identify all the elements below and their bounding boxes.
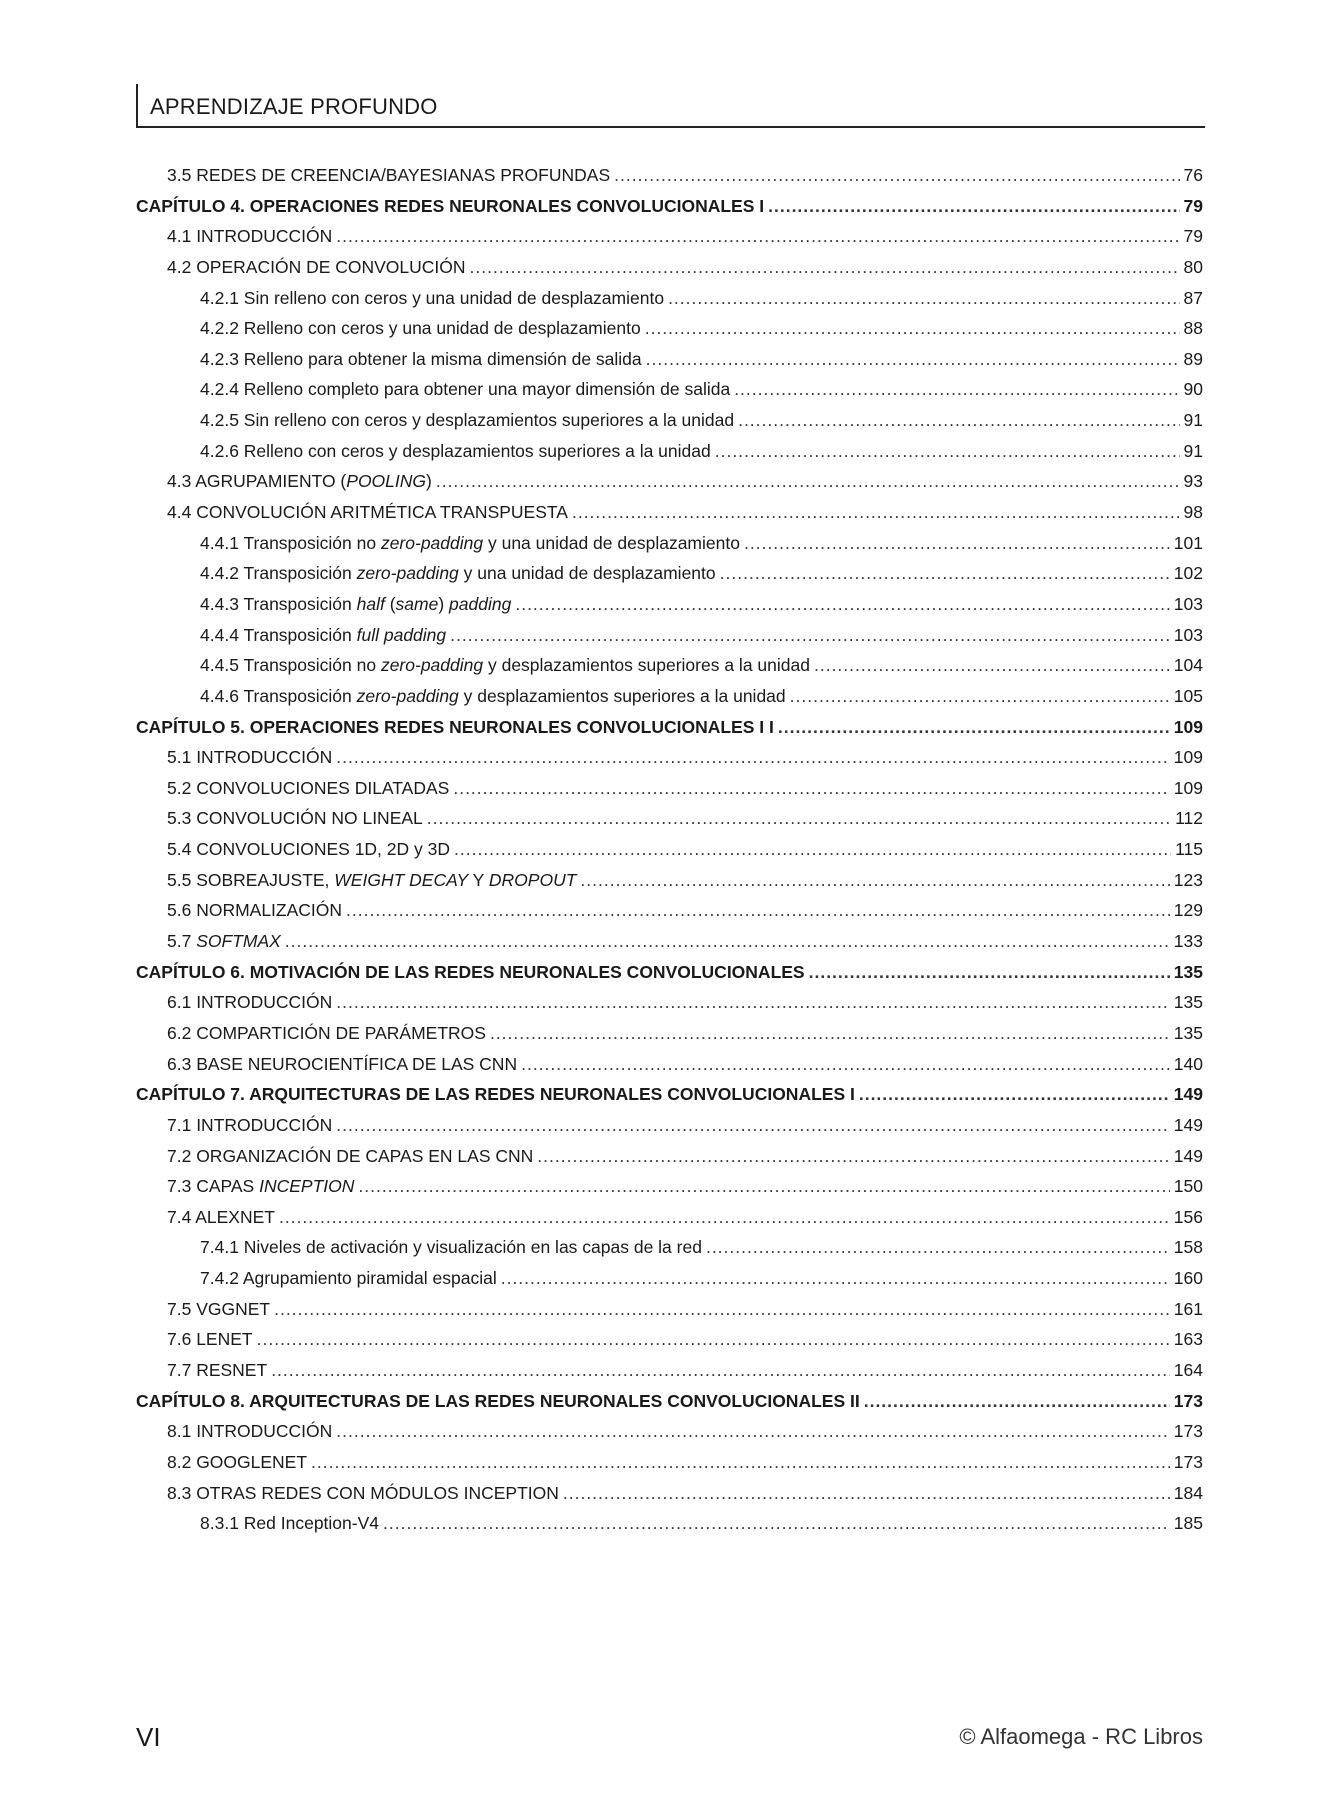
toc-entry-label: 8.1 INTRODUCCIÓN bbox=[167, 1421, 333, 1442]
toc-entry-label: CAPÍTULO 8. ARQUITECTURAS DE LAS REDES NEURONALES CONVOLUCIONALES II bbox=[136, 1390, 860, 1411]
toc-entry-page: 149 bbox=[1173, 1145, 1203, 1166]
toc-entry-label: 5.5 SOBREAJUSTE, WEIGHT DECAY Y DROPOUT bbox=[167, 869, 577, 890]
toc-section-entry bbox=[136, 778, 1203, 809]
toc-entry-page: 133 bbox=[1173, 931, 1203, 952]
toc-entry-page: 135 bbox=[1173, 961, 1203, 982]
toc-section-entry bbox=[136, 1054, 1203, 1085]
dot-leader bbox=[744, 533, 1170, 554]
toc-entry-label: 4.4.1 Transposición no zero-padding y una unidad de desplazamiento bbox=[200, 532, 740, 553]
toc-section-entry bbox=[136, 870, 1203, 901]
toc-entry-page: 102 bbox=[1173, 563, 1203, 584]
toc-entry-label: CAPÍTULO 4. OPERACIONES REDES NEURONALES CONVOLUCIONALES I bbox=[136, 195, 765, 216]
toc-section-entry bbox=[136, 502, 1203, 533]
publisher-credit: © Alfaomega - RC Libros bbox=[959, 1724, 1203, 1749]
toc-chapter-entry bbox=[136, 196, 1203, 227]
dot-leader bbox=[436, 471, 1180, 492]
toc-section-entry bbox=[136, 563, 1203, 594]
toc-entry-page: 98 bbox=[1183, 502, 1203, 523]
toc-section-entry bbox=[136, 165, 1203, 196]
toc-section-entry bbox=[136, 226, 1203, 257]
toc-entry-page: 89 bbox=[1183, 348, 1203, 369]
toc-section-entry bbox=[136, 808, 1203, 839]
toc-entry-label: 3.5 REDES DE CREENCIA/BAYESIANAS PROFUNDAS bbox=[167, 165, 611, 185]
toc-entry-label: 4.4.6 Transposición zero-padding y desplazamientos superiores a la unidad bbox=[200, 685, 786, 706]
toc-entry-page: 104 bbox=[1173, 655, 1203, 676]
toc-section-entry bbox=[136, 1146, 1203, 1177]
dot-leader bbox=[336, 1421, 1170, 1442]
toc-entry-page: 103 bbox=[1173, 593, 1203, 614]
dot-leader bbox=[668, 288, 1179, 309]
dot-leader bbox=[427, 808, 1171, 829]
toc-entry-label: 4.2.3 Relleno para obtener la misma dimensión de salida bbox=[200, 348, 642, 369]
dot-leader bbox=[706, 1237, 1170, 1258]
toc-entry-label: 4.4 CONVOLUCIÓN ARITMÉTICA TRANSPUESTA bbox=[167, 502, 568, 523]
dot-leader bbox=[470, 257, 1180, 278]
toc-chapter-entry bbox=[136, 717, 1203, 748]
toc-entry-label: 7.1 INTRODUCCIÓN bbox=[167, 1114, 333, 1135]
dot-leader bbox=[346, 900, 1170, 921]
dot-leader bbox=[859, 1084, 1170, 1105]
toc-entry-page: 129 bbox=[1173, 900, 1203, 921]
toc-section-entry bbox=[136, 1299, 1203, 1330]
dot-leader bbox=[490, 1023, 1170, 1044]
dot-leader bbox=[336, 1115, 1170, 1136]
dot-leader bbox=[521, 1054, 1170, 1075]
toc-entry-label: 8.3 OTRAS REDES CON MÓDULOS INCEPTION bbox=[167, 1482, 559, 1503]
toc-entry-page: 109 bbox=[1173, 777, 1203, 798]
toc-section-entry bbox=[136, 379, 1203, 410]
toc-entry-label: 5.6 NORMALIZACIÓN bbox=[167, 900, 343, 921]
dot-leader bbox=[645, 318, 1180, 339]
dot-leader bbox=[336, 992, 1170, 1013]
toc-entry-page: 123 bbox=[1173, 869, 1203, 890]
toc-entry-page: 163 bbox=[1173, 1329, 1203, 1350]
toc-entry-page: 164 bbox=[1173, 1359, 1203, 1380]
toc-section-entry bbox=[136, 1176, 1203, 1207]
toc-section-entry bbox=[136, 288, 1203, 319]
table-of-contents bbox=[136, 165, 1203, 1534]
toc-entry-label: 7.7 RESNET bbox=[167, 1359, 268, 1380]
toc-section-entry bbox=[136, 1452, 1203, 1483]
toc-section-entry bbox=[136, 257, 1203, 288]
toc-entry-page: 90 bbox=[1183, 379, 1203, 400]
dot-leader bbox=[271, 1360, 1170, 1381]
toc-entry-label: 5.4 CONVOLUCIONES 1D, 2D y 3D bbox=[167, 839, 450, 860]
toc-entry-page: 115 bbox=[1175, 839, 1203, 860]
toc-entry-page: 91 bbox=[1183, 440, 1203, 461]
dot-leader bbox=[453, 778, 1169, 799]
toc-section-entry bbox=[136, 839, 1203, 870]
toc-entry-label: 4.2.5 Sin relleno con ceros y desplazamientos superiores a la unidad bbox=[200, 410, 735, 431]
dot-leader bbox=[454, 839, 1171, 860]
toc-entry-label: 7.4 ALEXNET bbox=[167, 1206, 275, 1227]
toc-section-entry bbox=[136, 1115, 1203, 1146]
toc-entry-label: 5.1 INTRODUCCIÓN bbox=[167, 747, 333, 768]
running-header bbox=[136, 84, 1205, 128]
book-title: APRENDIZAJE PROFUNDO bbox=[150, 94, 438, 119]
dot-leader bbox=[537, 1146, 1170, 1167]
toc-entry-page: 150 bbox=[1173, 1176, 1203, 1197]
toc-entry-label: 4.4.4 Transposición full padding bbox=[200, 624, 447, 645]
dot-leader bbox=[572, 502, 1180, 523]
toc-entry-page: 93 bbox=[1183, 471, 1203, 492]
toc-entry-label: 7.4.2 Agrupamiento piramidal espacial bbox=[200, 1268, 497, 1289]
toc-entry-page: 173 bbox=[1173, 1421, 1203, 1442]
dot-leader bbox=[778, 717, 1170, 738]
dot-leader bbox=[311, 1452, 1170, 1473]
toc-entry-page: 80 bbox=[1183, 256, 1203, 277]
toc-section-entry bbox=[136, 1513, 1203, 1534]
toc-entry-label: 4.4.5 Transposición no zero-padding y desplazamientos superiores a la unidad bbox=[200, 655, 810, 676]
toc-section-entry bbox=[136, 625, 1203, 656]
dot-leader bbox=[738, 410, 1179, 431]
toc-entry-page: 103 bbox=[1173, 624, 1203, 645]
toc-entry-page: 185 bbox=[1173, 1513, 1203, 1534]
toc-entry-page: 88 bbox=[1183, 318, 1203, 339]
dot-leader bbox=[279, 1207, 1170, 1228]
dot-leader bbox=[515, 594, 1169, 615]
toc-section-entry bbox=[136, 686, 1203, 717]
toc-entry-label: 6.1 INTRODUCCIÓN bbox=[167, 992, 333, 1013]
dot-leader bbox=[715, 441, 1180, 462]
toc-entry-label: 7.3 CAPAS INCEPTION bbox=[167, 1176, 355, 1197]
toc-section-entry bbox=[136, 318, 1203, 349]
toc-section-entry bbox=[136, 594, 1203, 625]
toc-section-entry bbox=[136, 441, 1203, 472]
toc-section-entry bbox=[136, 533, 1203, 564]
toc-entry-page: 76 bbox=[1183, 165, 1203, 185]
dot-leader bbox=[790, 686, 1170, 707]
toc-entry-page: 91 bbox=[1183, 410, 1203, 431]
toc-entry-label: 8.3.1 Red Inception-V4 bbox=[200, 1513, 380, 1534]
toc-entry-label: CAPÍTULO 7. ARQUITECTURAS DE LAS REDES NEURONALES CONVOLUCIONALES I bbox=[136, 1084, 855, 1105]
toc-entry-page: 160 bbox=[1173, 1268, 1203, 1289]
toc-entry-page: 112 bbox=[1175, 808, 1203, 829]
toc-section-entry bbox=[136, 1023, 1203, 1054]
toc-chapter-entry bbox=[136, 1391, 1203, 1422]
toc-entry-label: 8.2 GOOGLENET bbox=[167, 1451, 308, 1472]
toc-entry-page: 79 bbox=[1183, 226, 1203, 247]
toc-entry-page: 161 bbox=[1173, 1298, 1203, 1319]
toc-section-entry bbox=[136, 1329, 1203, 1360]
toc-entry-label: 4.2 OPERACIÓN DE CONVOLUCIÓN bbox=[167, 256, 466, 277]
toc-entry-page: 140 bbox=[1173, 1053, 1203, 1074]
dot-leader bbox=[614, 165, 1179, 186]
toc-entry-page: 105 bbox=[1173, 685, 1203, 706]
dot-leader bbox=[734, 379, 1179, 400]
toc-entry-label: 4.2.4 Relleno completo para obtener una mayor dimensión de salida bbox=[200, 379, 731, 400]
dot-leader bbox=[285, 931, 1170, 952]
toc-entry-label: CAPÍTULO 5. OPERACIONES REDES NEURONALES CONVOLUCIONALES I I bbox=[136, 716, 774, 737]
dot-leader bbox=[563, 1483, 1170, 1504]
toc-section-entry bbox=[136, 1360, 1203, 1391]
toc-entry-label: 4.4.3 Transposición half (same) padding bbox=[200, 593, 512, 614]
toc-entry-page: 79 bbox=[1183, 195, 1203, 216]
toc-section-entry bbox=[136, 747, 1203, 778]
toc-entry-label: 4.1 INTRODUCCIÓN bbox=[167, 226, 333, 247]
toc-entry-label: CAPÍTULO 6. MOTIVACIÓN DE LAS REDES NEURONALES CONVOLUCIONALES bbox=[136, 961, 805, 982]
toc-entry-page: 109 bbox=[1173, 747, 1203, 768]
toc-entry-label: 7.6 LENET bbox=[167, 1329, 253, 1350]
dot-leader bbox=[336, 226, 1179, 247]
toc-chapter-entry bbox=[136, 1084, 1203, 1115]
toc-section-entry bbox=[136, 931, 1203, 962]
toc-entry-page: 149 bbox=[1173, 1084, 1203, 1105]
toc-section-entry bbox=[136, 1268, 1203, 1299]
page-number: VI bbox=[136, 1722, 161, 1752]
toc-entry-label: 4.4.2 Transposición zero-padding y una unidad de desplazamiento bbox=[200, 563, 716, 584]
toc-section-entry bbox=[136, 900, 1203, 931]
toc-entry-page: 135 bbox=[1173, 992, 1203, 1013]
toc-entry-label: 7.2 ORGANIZACIÓN DE CAPAS EN LAS CNN bbox=[167, 1145, 534, 1166]
toc-entry-label: 7.4.1 Niveles de activación y visualización en las capas de la red bbox=[200, 1237, 702, 1258]
toc-entry-page: 101 bbox=[1173, 532, 1203, 553]
dot-leader bbox=[814, 655, 1170, 676]
toc-section-entry bbox=[136, 410, 1203, 441]
toc-entry-page: 149 bbox=[1173, 1114, 1203, 1135]
dot-leader bbox=[768, 196, 1179, 217]
toc-section-entry bbox=[136, 992, 1203, 1023]
toc-entry-label: 4.3 AGRUPAMIENTO (POOLING) bbox=[167, 471, 432, 492]
toc-entry-page: 173 bbox=[1173, 1390, 1203, 1411]
dot-leader bbox=[580, 870, 1169, 891]
toc-entry-label: 6.2 COMPARTICIÓN DE PARÁMETROS bbox=[167, 1022, 486, 1043]
dot-leader bbox=[450, 625, 1170, 646]
toc-entry-label: 4.2.2 Relleno con ceros y una unidad de desplazamiento bbox=[200, 318, 641, 339]
dot-leader bbox=[646, 349, 1180, 370]
toc-entry-label: 4.2.6 Relleno con ceros y desplazamientos superiores a la unidad bbox=[200, 440, 711, 461]
toc-section-entry bbox=[136, 471, 1203, 502]
dot-leader bbox=[358, 1176, 1169, 1197]
toc-section-entry bbox=[136, 1421, 1203, 1452]
dot-leader bbox=[336, 747, 1170, 768]
toc-entry-page: 184 bbox=[1173, 1482, 1203, 1503]
toc-section-entry bbox=[136, 1207, 1203, 1238]
toc-entry-page: 109 bbox=[1173, 716, 1203, 737]
toc-section-entry bbox=[136, 655, 1203, 686]
dot-leader bbox=[809, 962, 1170, 983]
toc-entry-page: 135 bbox=[1173, 1022, 1203, 1043]
toc-section-entry bbox=[136, 349, 1203, 380]
toc-chapter-entry bbox=[136, 962, 1203, 993]
toc-entry-page: 156 bbox=[1173, 1206, 1203, 1227]
toc-entry-page: 87 bbox=[1183, 287, 1203, 308]
dot-leader bbox=[501, 1268, 1170, 1289]
toc-entry-page: 173 bbox=[1173, 1451, 1203, 1472]
toc-entry-page: 158 bbox=[1173, 1237, 1203, 1258]
dot-leader bbox=[274, 1299, 1170, 1320]
toc-section-entry bbox=[136, 1483, 1203, 1514]
toc-entry-label: 5.2 CONVOLUCIONES DILATADAS bbox=[167, 777, 450, 798]
toc-entry-label: 5.3 CONVOLUCIÓN NO LINEAL bbox=[167, 808, 423, 829]
toc-entry-label: 6.3 BASE NEUROCIENTÍFICA DE LAS CNN bbox=[167, 1053, 518, 1074]
toc-entry-label: 5.7 SOFTMAX bbox=[167, 931, 281, 952]
dot-leader bbox=[720, 563, 1170, 584]
toc-entry-label: 4.2.1 Sin relleno con ceros y una unidad de desplazamiento bbox=[200, 287, 665, 308]
dot-leader bbox=[864, 1391, 1170, 1412]
toc-section-entry bbox=[136, 1237, 1203, 1268]
toc-entry-label: 7.5 VGGNET bbox=[167, 1298, 271, 1319]
dot-leader bbox=[257, 1329, 1170, 1350]
dot-leader bbox=[383, 1513, 1170, 1534]
